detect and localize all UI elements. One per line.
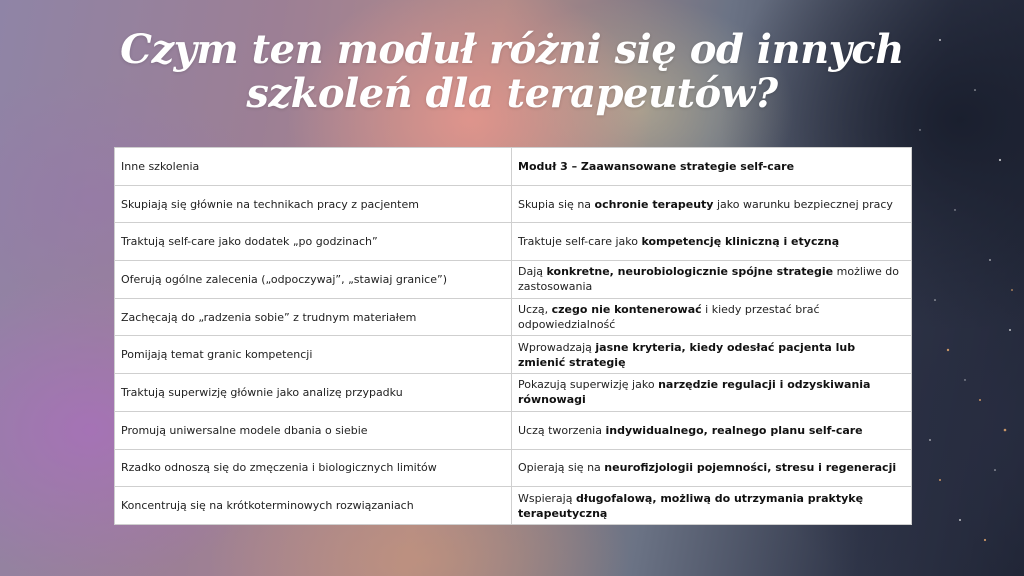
other-trainings-cell: Promują uniwersalne modele dbania o siebie xyxy=(115,411,512,449)
cell-text: Opierają się na xyxy=(518,461,605,475)
other-trainings-cell: Pomijają temat granic kompetencji xyxy=(115,336,512,374)
table-header-row xyxy=(115,148,912,186)
table-row xyxy=(115,185,912,223)
cell-text: i kiedy przestać brać odpowiedzialność xyxy=(518,303,820,332)
module-3-cell xyxy=(512,449,912,487)
emphasis-text: czego nie kontenerować xyxy=(551,303,702,317)
module-3-cell xyxy=(512,411,912,449)
other-trainings-cell: Koncentrują się na krótkoterminowych rozwiązaniach xyxy=(115,487,512,525)
title-line-1: Czym ten moduł różni się od innych xyxy=(120,26,904,73)
module-3-cell xyxy=(512,185,912,223)
module-3-cell xyxy=(512,487,912,525)
table-row xyxy=(115,487,912,525)
module-3-cell xyxy=(512,374,912,412)
other-trainings-cell: Rzadko odnoszą się do zmęczenia i biologicznych limitów xyxy=(115,449,512,487)
module-3-cell xyxy=(512,298,912,336)
cell-text: Dają xyxy=(518,265,547,279)
cell-text: Uczą, xyxy=(518,303,552,317)
table-row xyxy=(115,449,912,487)
emphasis-text: narzędzie regulacji i odzyskiwania równowagi xyxy=(518,378,871,407)
table-row xyxy=(115,223,912,261)
header-module-3: Moduł 3 – Zaawansowane strategie self-care xyxy=(512,148,912,186)
header-other-trainings: Inne szkolenia xyxy=(115,148,512,186)
cell-text: Wprowadzają xyxy=(518,340,596,354)
other-trainings-cell: Zachęcają do „radzenia sobie” z trudnym materiałem xyxy=(115,298,512,336)
other-trainings-cell: Traktują superwizję głównie jako analizę przypadku xyxy=(115,374,512,412)
cell-text: Uczą tworzenia xyxy=(518,423,606,437)
table-row xyxy=(115,374,912,412)
cell-text: Traktuje self-care jako xyxy=(518,235,642,249)
module-3-cell xyxy=(512,336,912,374)
other-trainings-cell: Skupiają się głównie na technikach pracy z pacjentem xyxy=(115,185,512,223)
table-row xyxy=(115,261,912,299)
table-row xyxy=(115,336,912,374)
page-title xyxy=(0,28,1024,116)
comparison-table xyxy=(114,147,912,525)
cell-text: możliwe do zastosowania xyxy=(518,265,899,294)
emphasis-text: długofalową, możliwą do utrzymania praktykę terapeutyczną xyxy=(518,491,864,520)
table-row xyxy=(115,411,912,449)
emphasis-text: konkretne, neurobiologicznie spójne strategie xyxy=(546,265,834,279)
emphasis-text: kompetencję kliniczną i etyczną xyxy=(641,235,840,249)
module-3-cell xyxy=(512,261,912,299)
other-trainings-cell: Traktują self-care jako dodatek „po godzinach” xyxy=(115,223,512,261)
module-3-cell xyxy=(512,223,912,261)
cell-text: jako warunku bezpiecznej pracy xyxy=(713,197,893,211)
cell-text: Skupia się na xyxy=(518,197,595,211)
emphasis-text: neurofizjologii pojemności, stresu i regeneracji xyxy=(604,461,897,475)
table-row xyxy=(115,298,912,336)
emphasis-text: jasne kryteria, kiedy odesłać pacjenta lub zmienić strategię xyxy=(518,340,856,369)
cell-text: Pokazują superwizję jako xyxy=(518,378,659,392)
title-line-2: szkoleń dla terapeutów? xyxy=(246,70,778,117)
emphasis-text: indywidualnego, realnego planu self-care xyxy=(605,423,863,437)
cell-text: Wspierają xyxy=(518,491,576,505)
emphasis-text: ochronie terapeuty xyxy=(594,197,714,211)
other-trainings-cell: Oferują ogólne zalecenia („odpoczywaj”, „stawiaj granice”) xyxy=(115,261,512,299)
